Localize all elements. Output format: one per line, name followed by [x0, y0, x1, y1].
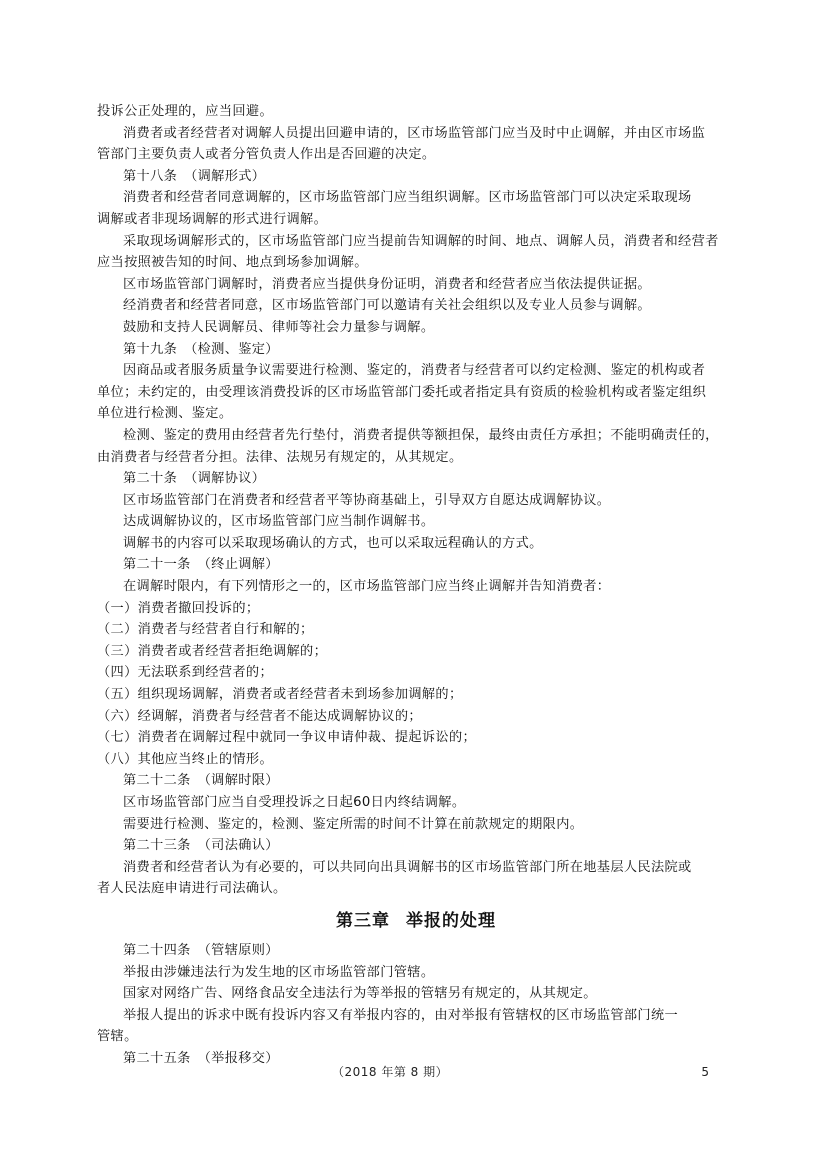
text-line: 第二十二条 （调解时限）	[123, 773, 279, 789]
page-number: 5	[701, 1065, 709, 1079]
text-line: 检测、鉴定的费用由经营者先行垫付，消费者提供等额担保，最终由责任方承担；不能明确责任的，	[123, 427, 719, 443]
text-line: 第二十四条 （管辖原则）	[123, 942, 279, 958]
text-line: 消费者和经营者认为有必要的，可以共同向出具调解书的区市场监管部门所在地基层人民法院或	[123, 859, 692, 875]
text-line: 管辖。	[97, 1029, 138, 1045]
text-line: （七）消费者在调解过程中就同一争议申请仲裁、提起诉讼的；	[97, 730, 477, 746]
text-line: （八）其他应当终止的情形。	[97, 751, 273, 767]
text-line: 鼓励和支持人民调解员、律师等社会力量参与调解。	[123, 319, 435, 335]
text-line: 第十八条 （调解形式）	[123, 168, 266, 184]
text-line: 经消费者和经营者同意，区市场监管部门可以邀请有关社会组织以及专业人员参与调解。	[123, 298, 651, 314]
text-line: （三）消费者或者经营者拒绝调解的；	[97, 643, 328, 659]
text-line: （四）无法联系到经营者的；	[97, 665, 273, 681]
text-line: 需要进行检测、鉴定的，检测、鉴定所需的时间不计算在前款规定的期限内。	[123, 816, 584, 832]
text-line: 国家对网络广告、网络食品安全违法行为等举报的管辖另有规定的，从其规定。	[123, 986, 597, 1002]
text-line: 消费者或者经营者对调解人员提出回避申请的，区市场监管部门应当及时中止调解，并由区市场监	[123, 125, 706, 141]
text-line: 达成调解协议的，区市场监管部门应当制作调解书。	[123, 514, 435, 530]
issue-label: （2018 年第 8 期）	[332, 1065, 449, 1079]
text-line: 单位进行检测、鉴定。	[97, 406, 233, 422]
text-line: 举报由涉嫌违法行为发生地的区市场监管部门管辖。	[123, 964, 435, 980]
text-line: 因商品或者服务质量争议需要进行检测、鉴定的，消费者与经营者可以约定检测、鉴定的机构或者	[123, 363, 706, 379]
chapter-title: 举报的处理	[406, 910, 496, 931]
text-line: 第二十三条 （司法确认）	[123, 838, 279, 854]
text-line: 单位；未约定的，由受理该消费投诉的区市场监管部门委托或者指定具有资质的检验机构或者鉴定组织	[97, 384, 707, 400]
text-line: 第二十条 （调解协议）	[123, 471, 266, 487]
text-line: （二）消费者与经营者自行和解的；	[97, 622, 314, 638]
text-line: 投诉公正处理的，应当回避。	[97, 104, 273, 119]
text-line: 第二十五条 （举报移交）	[123, 1050, 279, 1066]
text-line: （六）经调解，消费者与经营者不能达成调解协议的；	[97, 708, 422, 724]
text-line: 管部门主要负责人或者分管负责人作出是否回避的决定。	[97, 147, 436, 163]
text-line: 调解或者非现场调解的形式进行调解。	[97, 211, 328, 227]
text-line: 举报人提出的诉求中既有投诉内容又有举报内容的，由对举报有管辖权的区市场监管部门统一	[123, 1007, 679, 1023]
document-body	[97, 101, 735, 1070]
text-line: 应当按照被告知的时间、地点到场参加调解。	[97, 255, 368, 271]
text-line: 区市场监管部门应当自受理投诉之日起60日内终结调解。	[123, 795, 466, 810]
text-line: 区市场监管部门在消费者和经营者平等协商基础上，引导双方自愿达成调解协议。	[123, 492, 611, 508]
text-line: 由消费者与经营者分担。法律、法规另有规定的，从其规定。	[97, 449, 463, 465]
text-block-after-chapter	[97, 940, 735, 1070]
chapter-heading	[97, 906, 735, 936]
chapter-number: 第三章	[336, 910, 390, 931]
text-line: （一）消费者撤回投诉的；	[97, 600, 260, 616]
text-line: （五）组织现场调解，消费者或者经营者未到场参加调解的；	[97, 687, 463, 703]
text-line: 者人民法庭申请进行司法确认。	[97, 881, 287, 897]
text-line: 采取现场调解形式的，区市场监管部门应当提前告知调解的时间、地点、调解人员，消费者和经营者	[123, 233, 719, 249]
text-line: 第二十一条 （终止调解）	[123, 557, 279, 573]
text-line: 消费者和经营者同意调解的，区市场监管部门应当组织调解。区市场监管部门可以决定采取现场	[123, 190, 692, 206]
text-line: 第十九条 （检测、鉴定）	[123, 341, 279, 357]
text-line: 调解书的内容可以采取现场确认的方式，也可以采取远程确认的方式。	[123, 535, 543, 551]
text-line: 区市场监管部门调解时，消费者应当提供身份证明，消费者和经营者应当依法提供证据。	[123, 276, 651, 292]
text-block-before-chapter	[97, 101, 735, 900]
text-line: 在调解时限内，有下列情形之一的，区市场监管部门应当终止调解并告知消费者：	[123, 579, 611, 595]
